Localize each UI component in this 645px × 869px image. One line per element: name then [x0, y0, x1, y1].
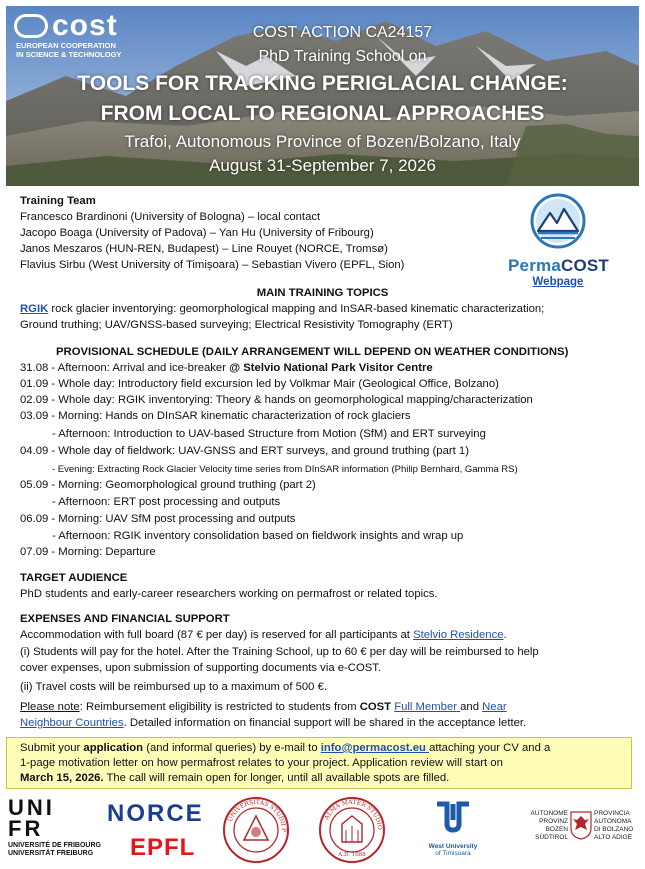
cost-logo: cost EUROPEAN COOPERATION IN SCIENCE & TECHNOLOGY: [16, 9, 122, 59]
schedule-item: - Afternoon: ERT post processing and outputs: [52, 496, 281, 508]
schedule-item: 31.08 - Afternoon: Arrival and ice-breaker @ Stelvio National Park Visitor Centre: [20, 362, 433, 374]
schedule-item: - Afternoon: Introduction to UAV-based Structure from Motion (SfM) and ERT surveying: [52, 428, 486, 440]
bozen-text-it: PROVINCIA AUTONOMA DI BOLZANO ALTO ADIGE: [594, 810, 634, 841]
permacost-mountain-icon: [530, 193, 586, 249]
schedule-item: 05.09 - Morning: Geomorphological ground truthing (part 2): [20, 479, 316, 491]
schedule-heading: PROVISIONAL SCHEDULE (DAILY ARRANGEMENT WILL DEPEND ON WEATHER CONDITIONS): [56, 346, 569, 358]
expenses-item: (i) Students will pay for the hotel. After the Training School, up to 60 € per day will be reimbursed to help: [20, 646, 539, 658]
schedule-item: - Afternoon: RGIK inventory consolidation based on fieldwork insights and wrap up: [52, 530, 464, 542]
bozen-text-de: AUTONOME PROVINZ BOZEN SÜDTIROL: [530, 810, 568, 841]
near-neighbour-link[interactable]: Near: [482, 701, 507, 713]
note-line-2: Neighbour Countries. Detailed information on financial support will be shared in the acceptance letter.: [20, 717, 527, 729]
bozen-eagle-crest: [570, 810, 592, 845]
team-heading: Training Team: [20, 195, 96, 207]
webpage-link[interactable]: Webpage: [532, 276, 584, 288]
team-member: Janos Meszaros (HUN-REN, Budapest) – Line Rouyet (NORCE, Tromsø): [20, 243, 388, 255]
title-line-2: FROM LOCAL TO REGIONAL APPROACHES: [100, 102, 545, 125]
location: Trafoi, Autonomous Province of Bozen/Bolzano, Italy: [124, 132, 521, 151]
topics-heading: MAIN TRAINING TOPICS: [256, 287, 389, 299]
expenses-heading: EXPENSES AND FINANCIAL SUPPORT: [20, 613, 230, 625]
eagle-crest-icon: [570, 810, 592, 840]
header-banner: [6, 6, 639, 186]
padova-seal-icon: [222, 796, 290, 864]
near-neighbour-link-cont[interactable]: Neighbour Countries: [20, 717, 124, 729]
schedule-item: 07.09 - Morning: Departure: [20, 546, 156, 558]
wut-mark-icon: [433, 798, 473, 838]
schedule-item: 01.09 - Whole day: Introductory field excursion led by Volkmar Mair (Geological Office, Bolzano): [20, 378, 499, 390]
application-line-2: 1-page motivation letter on how permafrost relates to your project. Application review will start on: [20, 757, 503, 769]
schedule-item: 02.09 - Whole day: RGIK inventorying: Theory & hands on geomorphological mapping/characterization: [20, 394, 533, 406]
schedule-item: - Evening: Extracting Rock Glacier Velocity time series from DInSAR information (Philip Bernhard, Gamma RS): [52, 464, 518, 475]
application-line-3: March 15, 2026. The call will remain open for longer, until all available spots are filled.: [20, 772, 450, 784]
schedule-item: 04.09 - Whole day of fieldwork: UAV-GNSS and ERT surveys, and ground truthing (part 1): [20, 445, 469, 457]
unifr-logo: UNI FR UNIVERSITÉ DE FRIBOURG UNIVERSITÄT FREIBURG: [8, 795, 101, 857]
accommodation-text: Accommodation with full board (87 € per day) is reserved for all participants at Stelvio Residence.: [20, 629, 507, 641]
schedule-item: 06.09 - Morning: UAV SfM post processing and outputs: [20, 513, 296, 525]
title-line-1: TOOLS FOR TRACKING PERIGLACIAL CHANGE:: [77, 72, 568, 95]
norce-logo: NORCE: [107, 800, 204, 827]
team-member: Francesco Brardinoni (University of Bologna) – local contact: [20, 211, 321, 223]
expenses-item: cover expenses, upon submission of supporting documents via e-COST.: [20, 662, 382, 674]
application-box: [6, 737, 632, 789]
training-school-label: PhD Training School on: [258, 48, 427, 65]
epfl-logo: EPFL: [130, 834, 196, 861]
action-code: COST ACTION CA24157: [252, 24, 433, 41]
bologna-seal: [318, 796, 386, 869]
svg-text:UNIVERSITAS STUDII PADUANI: UNIVERSITAS STUDII P: [226, 798, 288, 832]
note-line-1: Please note: Reimbursement eligibility is restricted to students from COST Full Member and Near: [20, 701, 507, 713]
expenses-item: (ii) Travel costs will be reimbursed up to a maximum of 500 €.: [20, 681, 328, 693]
application-line-1: Submit your application (and informal queries) by e-mail to info@permacost.eu attaching your CV and a: [20, 742, 551, 754]
svg-text:A.D. 1088: A.D. 1088: [338, 852, 366, 858]
rgik-link[interactable]: RGIK: [20, 303, 49, 315]
bologna-seal-icon: [318, 796, 386, 864]
svg-text:ALMA MATER STUDIORUM: ALMA MATER STUDIO: [323, 798, 384, 831]
team-member: Jacopo Boaga (University of Padova) – Yan Hu (University of Fribourg): [20, 227, 374, 239]
audience-heading: TARGET AUDIENCE: [20, 572, 128, 584]
topics-line-1: RGIK rock glacier inventorying: geomorphological mapping and InSAR-based kinematic characterization;: [20, 303, 545, 315]
email-link[interactable]: info@permacost.eu: [320, 742, 430, 754]
dates: August 31-September 7, 2026: [209, 156, 436, 175]
padova-seal: [222, 796, 290, 869]
topics-line-2: Ground truthing; UAV/GNSS-based surveying; Electrical Resistivity Tomography (ERT): [20, 319, 453, 331]
full-member-link[interactable]: Full Member: [394, 701, 461, 713]
wut-logo: West University of Timișoara: [418, 798, 488, 857]
audience-text: PhD students and early-career researchers working on permafrost or related topics.: [20, 588, 438, 600]
permacost-logo: PermaCOST Webpage: [508, 193, 608, 288]
schedule-item: 03.09 - Morning: Hands on DInSAR kinematic characterization of rock glaciers: [20, 410, 411, 422]
stelvio-residence-link[interactable]: Stelvio Residence: [413, 629, 504, 641]
team-member: Flavius Sirbu (West University of Timișoara) – Sebastian Vivero (EPFL, Sion): [20, 259, 405, 271]
